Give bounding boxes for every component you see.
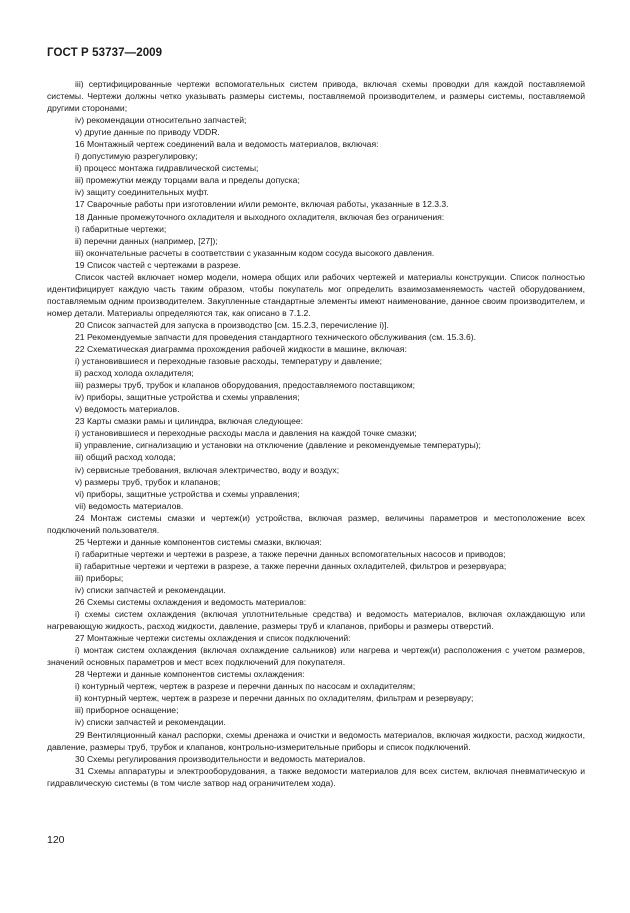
paragraph: 25 Чертежи и данные компонентов системы смазки, включая:	[75, 536, 322, 547]
paragraph: ii) расход холода охладителя;	[75, 368, 194, 379]
page-header-standard-code: ГОСТ Р 53737—2009	[47, 47, 163, 59]
paragraph: 26 Схемы системы охлаждения и ведомость материалов:	[75, 597, 307, 608]
paragraph: i) монтаж систем охлаждения (включая охлаждение сальников) или нагрева и чертеж(и) расположения с учетом размеров, значений основных параметров и мест всех подключений для покупателя.	[47, 645, 585, 668]
paragraph: iv) сервисные требования, включая электричество, воду и воздух;	[75, 464, 340, 475]
paragraph: iii) приборное оснащение;	[75, 705, 179, 716]
paragraph: iv) списки запчастей и рекомендации.	[75, 717, 226, 728]
paragraph: iv) списки запчастей и рекомендации.	[75, 584, 226, 595]
paragraph: 31 Схемы аппаратуры и электрооборудования, а также ведомости материалов для всех систем, включая пневматическую и гидравлическую системы (в том числе затвор над ограничителем хода).	[47, 765, 585, 788]
paragraph: ii) контурный чертеж, чертеж в разрезе и перечни данных по охладителям, фильтрам и резервуару;	[75, 693, 474, 704]
paragraph: iv) защиту соединительных муфт.	[75, 187, 209, 198]
paragraph: i) допустимую разрегулировку;	[75, 151, 198, 162]
paragraph: i) установившиеся и переходные расходы масла и давления на каждой точке смазки;	[75, 428, 417, 439]
paragraph: iii) приборы;	[75, 572, 124, 583]
paragraph: 23 Карты смазки рамы и цилиндра, включая следующее:	[75, 416, 304, 427]
paragraph: 30 Схемы регулирования производительности и ведомость материалов.	[75, 753, 366, 764]
paragraph: iii) сертифицированные чертежи вспомогательных систем привода, включая схемы проводки для каждой поставляемой системы. Чертежи должны четко указывать размеры системы, поставляемой производителем, и размеры системы, поставляемой другими сторонами;	[47, 79, 585, 114]
paragraph: i) установившиеся и переходные газовые расходы, температуру и давление;	[75, 356, 382, 367]
paragraph: i) габаритные чертежи и чертежи в разрезе, а также перечни данных вспомогательных насосов и приводов;	[75, 548, 506, 559]
paragraph: iii) окончательные расчеты в соответствии с указанным кодом сосуда высокого давления.	[75, 247, 435, 258]
paragraph: ii) управление, сигнализацию и установки на отключение (давление и рекомендуемые температуры);	[75, 440, 481, 451]
paragraph: 27 Монтажные чертежи системы охлаждения и список подключений:	[75, 633, 351, 644]
paragraph: 20 Список запчастей для запуска в производство [см. 15.2.3, перечисление i)].	[75, 319, 389, 330]
paragraph: v) другие данные по приводу VDDR.	[75, 127, 220, 138]
paragraph: i) контурный чертеж, чертеж в разрезе и перечни данных по насосам и охладителям;	[75, 681, 416, 692]
paragraph: ii) перечни данных (например, [27]);	[75, 235, 218, 246]
paragraph: iii) общий расход холода;	[75, 452, 176, 463]
paragraph: ii) габаритные чертежи и чертежи в разрезе, а также перечни данных охладителей, фильтров и резервуара;	[75, 560, 507, 571]
paragraph: Список частей включает номер модели, номера общих или рабочих чертежей и материалы конструкции. Список полностью идентифицирует каждую часть таким образом, чтобы покупатель мог определить взаимозаменяемость частей оборудованием, поставляемым одним производителем. Закупленные стандартные элементы имеют наименование, данное своим производителем, и номер детали. Материалы определяются так, как описано в 7.1.2.	[47, 271, 585, 318]
paragraph: 16 Монтажный чертеж соединений вала и ведомость материалов, включая:	[75, 139, 379, 150]
paragraph: 19 Список частей с чертежами в разрезе.	[75, 259, 241, 270]
page-number: 120	[47, 834, 65, 846]
paragraph: iv) приборы, защитные устройства и схемы управления;	[75, 392, 300, 403]
paragraph: v) размеры труб, трубок и клапанов;	[75, 476, 221, 487]
paragraph: v) ведомость материалов.	[75, 404, 180, 415]
paragraph: 28 Чертежи и данные компонентов системы охлаждения:	[75, 669, 305, 680]
paragraph: i) схемы систем охлаждения (включая уплотнительные средства) и ведомость материалов, включая охлаждающую или нагревающую жидкость, расход жидкости, давление, размеры труб и клапанов, приборы и размеры отверстий.	[47, 609, 585, 632]
paragraph: iii) размеры труб, трубок и клапанов оборудования, предоставляемого поставщиком;	[75, 380, 415, 391]
paragraph: 18 Данные промежуточного охладителя и выходного охладителя, включая без ограничения:	[75, 211, 445, 222]
paragraph: 29 Вентиляционный канал распорки, схемы дренажа и очистки и ведомость материалов, включая жидкости, расход жидкости, давление, размеры труб, трубок и клапанов, контрольно-измерительные приборы и список подключений.	[47, 729, 585, 752]
paragraph: 17 Сварочные работы при изготовлении и/или ремонте, включая работы, указанные в 12.3.3.	[75, 199, 449, 210]
paragraph: iv) рекомендации относительно запчастей;	[75, 115, 247, 126]
paragraph: 24 Монтаж системы смазки и чертеж(и) устройства, включая размер, величины параметров и местоположение всех подключений пользователя.	[47, 512, 585, 535]
document-body	[47, 78, 585, 789]
paragraph: iii) промежутки между торцами вала и пределы допуска;	[75, 175, 300, 186]
paragraph: ii) процесс монтажа гидравлической системы;	[75, 163, 259, 174]
paragraph: 21 Рекомендуемые запчасти для проведения стандартного технического обслуживания (см. 15.3.6).	[75, 331, 477, 342]
paragraph: 22 Схематическая диаграмма прохождения рабочей жидкости в машине, включая:	[75, 344, 407, 355]
paragraph: vi) приборы, защитные устройства и схемы управления;	[75, 488, 300, 499]
paragraph: i) габаритные чертежи;	[75, 223, 167, 234]
paragraph: vii) ведомость материалов.	[75, 500, 184, 511]
